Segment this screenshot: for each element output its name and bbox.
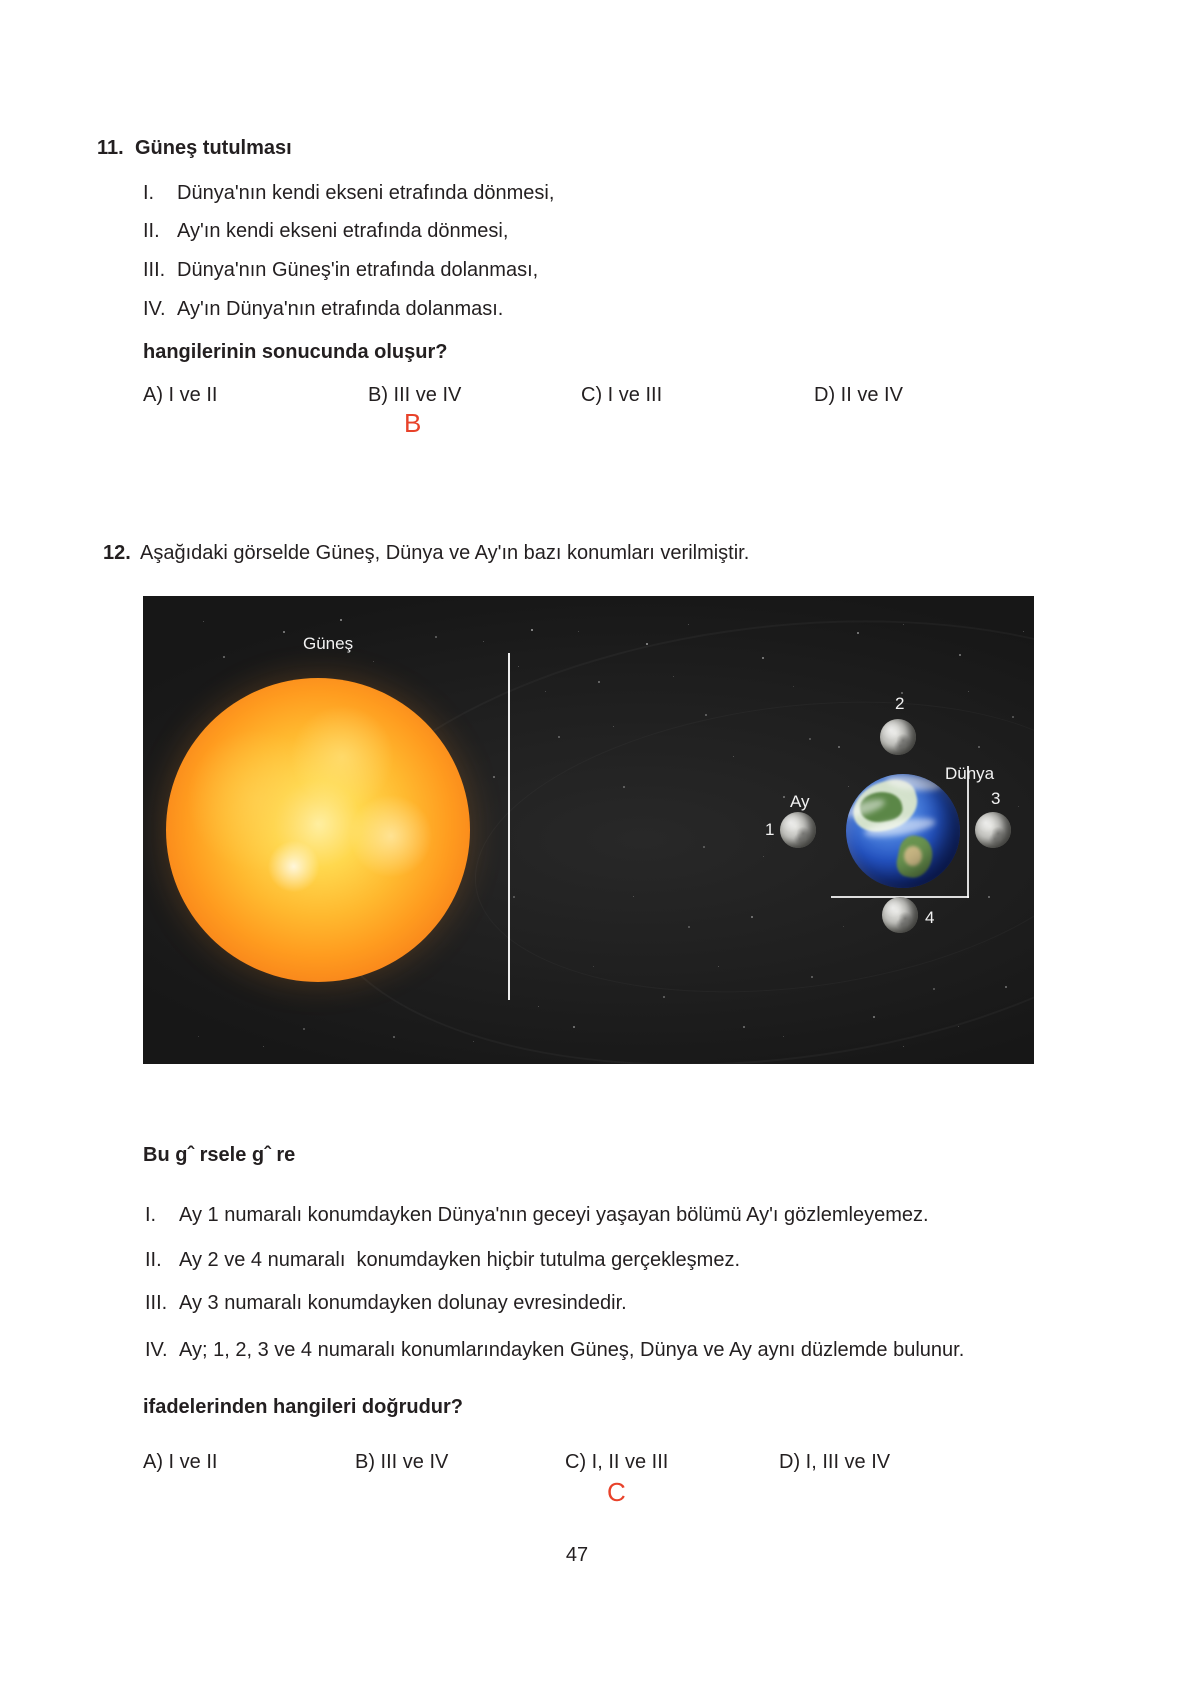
sun-image bbox=[166, 678, 470, 982]
q11-item-3 bbox=[143, 258, 538, 282]
q12-statement-2 bbox=[145, 1248, 740, 1272]
q11-item-4 bbox=[143, 297, 503, 321]
question-12-intro: Aşağıdaki görselde Güneş, Dünya ve Ay'ın bazı konumları verilmiştir. bbox=[140, 542, 750, 564]
q12-statement-1 bbox=[145, 1203, 929, 1227]
q12-statement-4-text: Ay; 1, 2, 3 ve 4 numaralı konumlarındayken Güneş, Dünya ve Ay aynı düzlemde bulunur. bbox=[179, 1339, 965, 1361]
q12-subheading: Bu gˆ rsele gˆ re bbox=[143, 1144, 296, 1166]
question-12-number: 12. bbox=[103, 542, 131, 564]
earth-landmass bbox=[858, 789, 905, 826]
moon-position-4 bbox=[882, 897, 918, 933]
moon-label: Ay bbox=[790, 792, 810, 811]
q11-option-b: B) III ve IV bbox=[368, 384, 462, 406]
earth-bracket-vertical bbox=[967, 766, 969, 898]
q11-item-4-numeral: IV. bbox=[143, 298, 166, 320]
q11-question: hangilerinin sonucunda oluşur? bbox=[143, 341, 448, 363]
q12-statement-4-numeral: IV. bbox=[145, 1339, 168, 1361]
earth-clouds bbox=[863, 814, 936, 840]
position-label-1: 1 bbox=[765, 820, 775, 839]
q12-statement-2-text: Ay 2 ve 4 numaralı konumdayken hiçbir tutulma gerçekleşmez. bbox=[179, 1249, 741, 1271]
moon-position-3 bbox=[975, 812, 1011, 848]
position-label-2: 2 bbox=[895, 694, 905, 713]
q12-statement-2-numeral: II. bbox=[145, 1249, 162, 1271]
q11-item-1-text: Dünya'nın kendi ekseni etrafında dönmesi, bbox=[177, 182, 555, 204]
q12-answer-key: C bbox=[607, 1477, 626, 1507]
q12-statement-3 bbox=[145, 1291, 627, 1315]
q12-question: ifadelerinden hangileri doğrudur? bbox=[143, 1396, 464, 1418]
q12-statement-1-text: Ay 1 numaralı konumdayken Dünya'nın geceyi yaşayan bölümü Ay'ı gözlemleyemez. bbox=[179, 1204, 929, 1226]
terminator-line bbox=[508, 653, 510, 1000]
q12-statement-1-numeral: I. bbox=[145, 1204, 157, 1226]
moon-position-2 bbox=[880, 719, 916, 755]
q11-item-1-numeral: I. bbox=[143, 182, 155, 204]
q11-item-1 bbox=[143, 181, 554, 205]
q12-option-d: D) I, III ve IV bbox=[779, 1451, 891, 1473]
q12-statement-3-numeral: III. bbox=[145, 1292, 168, 1314]
moon-position-1 bbox=[780, 812, 816, 848]
q11-item-4-text: Ay'ın Dünya'nın etrafında dolanması. bbox=[177, 298, 504, 320]
q12-option-a: A) I ve II bbox=[143, 1451, 218, 1473]
earth-landmass bbox=[894, 833, 936, 881]
starfield-dim bbox=[143, 596, 144, 597]
position-label-3: 3 bbox=[991, 789, 1001, 808]
q11-item-3-numeral: III. bbox=[143, 259, 166, 281]
question-11-number: 11. bbox=[97, 137, 124, 159]
earth-landmass bbox=[904, 846, 922, 866]
q11-option-c: C) I ve III bbox=[581, 384, 663, 406]
q11-item-2-text: Ay'ın kendi ekseni etrafında dönmesi, bbox=[177, 220, 509, 242]
q12-option-b: B) III ve IV bbox=[355, 1451, 449, 1473]
question-11-title: Güneş tutulması bbox=[135, 137, 292, 159]
q11-answer-key: B bbox=[404, 408, 422, 438]
q12-option-c: C) I, II ve III bbox=[565, 1451, 669, 1473]
q12-statement-3-text: Ay 3 numaralı konumdayken dolunay evresindedir. bbox=[179, 1292, 627, 1314]
q11-option-a: A) I ve II bbox=[143, 384, 218, 406]
space-figure bbox=[143, 596, 1034, 1064]
page-number: 47 bbox=[565, 1544, 589, 1566]
position-label-4: 4 bbox=[925, 908, 935, 927]
sun-label: Güneş bbox=[303, 634, 354, 653]
q11-item-3-text: Dünya'nın Güneş'in etrafında dolanması, bbox=[177, 259, 539, 281]
q11-item-2 bbox=[143, 219, 508, 243]
q11-item-2-numeral: II. bbox=[143, 220, 160, 242]
earth-label: Dünya bbox=[945, 764, 995, 783]
q12-statement-4 bbox=[145, 1338, 964, 1362]
earth-image bbox=[846, 774, 960, 888]
q11-option-d: D) II ve IV bbox=[814, 384, 903, 406]
